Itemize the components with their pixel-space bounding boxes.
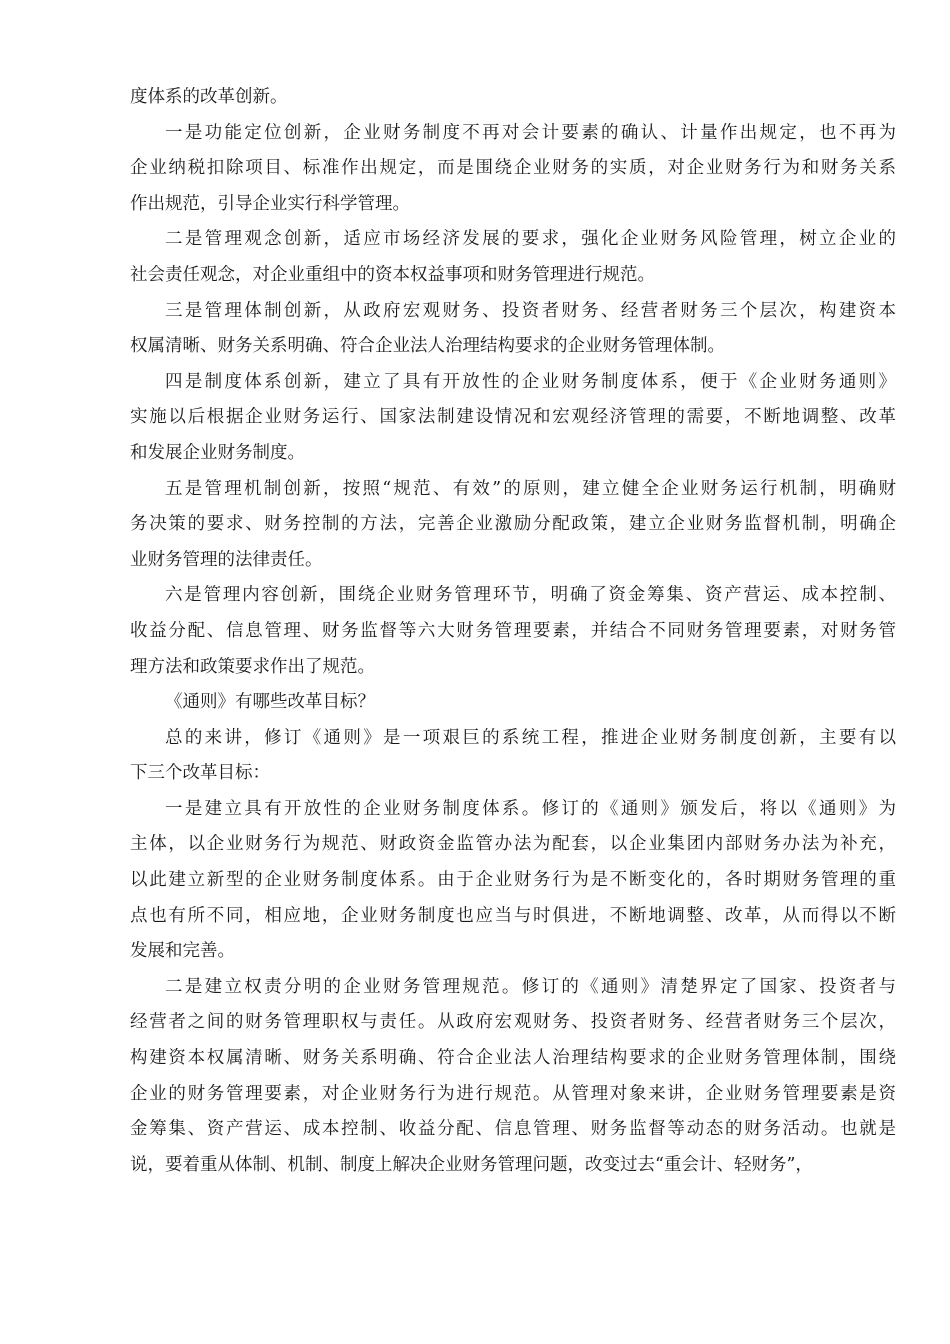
text-line: 金筹集、资产营运、成本控制、收益分配、信息管理、财务监督等动态的财务活动。也就是 (130, 1119, 896, 1140)
text-line: 收益分配、信息管理、财务监督等六大财务管理要素，并结合不同财务管理要素，对财务管 (130, 620, 896, 641)
text-line: 总的来讲，修订《通则》是一项艰巨的系统工程，推进企业财务制度创新，主要有以 (165, 727, 896, 748)
text-line: 下三个改革目标： (130, 763, 270, 784)
text-line: 二是管理观念创新，适应市场经济发展的要求，强化企业财务风险管理，树立企业的 (165, 229, 896, 250)
paragraph (130, 792, 896, 970)
paragraph (130, 222, 896, 293)
text-line: 社会责任观念，对企业重组中的资本权益事项和财务管理进行规范。 (130, 264, 655, 285)
text-line: 构建资本权属清晰、财务关系明确、符合企业法人治理结构要求的企业财务管理体制，围绕 (130, 1048, 896, 1069)
text-line: 发展和完善。 (130, 941, 235, 962)
text-line: 企业的财务管理要素，对企业财务行为进行规范。从管理对象来讲，企业财务管理要素是资 (130, 1083, 896, 1104)
text-line: 作出规范，引导企业实行科学管理。 (130, 193, 410, 214)
text-line: 实施以后根据企业财务运行、国家法制建设情况和宏观经济管理的需要，不断地调整、改革 (130, 407, 896, 428)
text-line: 说，要着重从体制、机制、制度上解决企业财务管理问题，改变过去“重会计、轻财务”， (130, 1154, 813, 1175)
text-line: 主体，以企业财务行为规范、财政资金监管办法为配套，以企业集团内部财务办法为补充， (130, 834, 896, 855)
text-line: 理方法和政策要求作出了规范。 (130, 656, 375, 677)
paragraph (130, 472, 896, 579)
paragraph (130, 294, 896, 365)
text-line: 务决策的要求、财务控制的方法，完善企业激励分配政策，建立企业财务监督机制，明确企 (130, 514, 896, 535)
text-line: 和发展企业财务制度。 (130, 442, 305, 463)
paragraph (130, 80, 896, 116)
paragraph (130, 685, 896, 721)
text-line: 经营者之间的财务管理职权与责任。从政府宏观财务、投资者财务、经营者财务三个层次， (130, 1012, 896, 1033)
paragraph (130, 365, 896, 472)
text-line: 度体系的改革创新。 (130, 87, 288, 107)
text-line: 五是管理机制创新，按照“规范、有效”的原则，建立健全企业财务运行机制，明确财 (165, 478, 896, 499)
text-line: 六是管理内容创新，围绕企业财务管理环节，明确了资金筹集、资产营运、成本控制、 (165, 585, 896, 606)
paragraph (130, 578, 896, 685)
text-line: 一是建立具有开放性的企业财务制度体系。修订的《通则》颁发后，将以《通则》为 (165, 798, 896, 819)
text-line: 权属清晰、财务关系明确、符合企业法人治理结构要求的企业财务管理体制。 (130, 336, 725, 357)
paragraph (130, 970, 896, 1184)
paragraph (130, 116, 896, 223)
text-line: 三是管理体制创新，从政府宏观财务、投资者财务、经营者财务三个层次，构建资本 (165, 300, 896, 321)
text-line: 企业纳税扣除项目、标准作出规定，而是围绕企业财务的实质，对企业财务行为和财务关系 (130, 158, 896, 179)
document-body (130, 80, 896, 1183)
text-line: 以此建立新型的企业财务制度体系。由于企业财务行为是不断变化的，各时期财务管理的重 (130, 870, 896, 891)
text-line: 二是建立权责分明的企业财务管理规范。修订的《通则》清楚界定了国家、投资者与 (165, 976, 896, 997)
text-line: 四是制度体系创新，建立了具有开放性的企业财务制度体系，便于《企业财务通则》 (165, 371, 896, 392)
paragraph (130, 721, 896, 792)
text-line: 一是功能定位创新，企业财务制度不再对会计要素的确认、计量作出规定，也不再为 (165, 122, 896, 143)
text-line: 《通则》有哪些改革目标？ (165, 692, 375, 713)
text-line: 点也有所不同，相应地，企业财务制度也应当与时俱进，不断地调整、改革，从而得以不断 (130, 905, 896, 926)
text-line: 业财务管理的法律责任。 (130, 549, 323, 570)
